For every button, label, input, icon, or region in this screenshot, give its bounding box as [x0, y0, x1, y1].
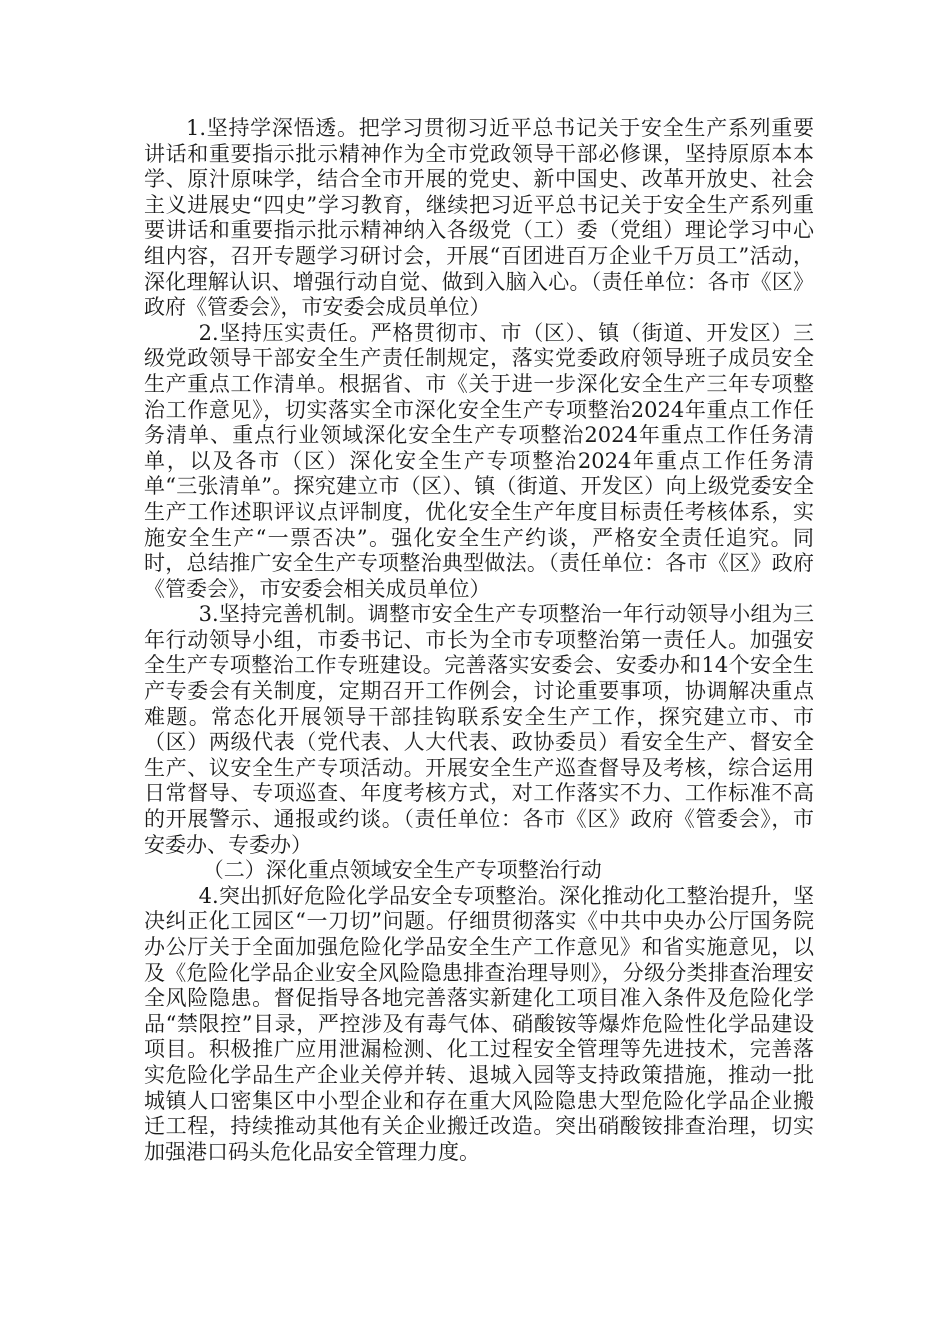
- document-body: [144, 116, 814, 1165]
- section-heading: （二）深化重点领域安全生产专项整治行动: [202, 858, 602, 883]
- paragraph-4: 4.突出抓好危险化学品安全专项整治。深化推动化工整治提升，坚决纠正化工园区“一刀切”问题。仔细贯彻落实《中共中央办公厅国务院办公厅关于全面加强危险化学品安全生产工作意见》和省实施意见，以及《危险化学品企业安全风险隐患排查治理导则》，分级分类排查治理安全风险隐患。督促指导各地完善落实新建化工项目准入条件及危险化学品“禁限控”目录，严控涉及有毒气体、硝酸铵等爆炸危险性化学品建设项目。积极推广应用泄漏检测、化工过程安全管理等先进技术，完善落实危险化学品生产企业关停并转、退城入园等支持政策措施，推动一批城镇人口密集区中小型企业和存在重大风险隐患大型危险化学品企业搬迁工程，持续推动其他有关企业搬迁改造。突出硝酸铵排查治理，切实加强港口码头危化品安全管理力度。: [144, 883, 814, 1164]
- paragraph-2: 2.坚持压实责任。严格贯彻市、市（区）、镇（街道、开发区）三级党政领导干部安全生产责任制规定，落实党委政府领导班子成员安全生产重点工作清单。根据省、市《关于进一步深化安全生产三年专项整治工作意见》，切实落实全市深化安全生产专项整治2024年重点工作任务清单、重点行业领域深化安全生产专项整治2024年重点工作任务清单，以及各市（区）深化安全生产专项整治2024年重点工作任务清单“三张清单”。探究建立市（区）、镇（街道、开发区）向上级党委安全生产工作述职评议点评制度，优化安全生产年度目标责任考核体系，实施安全生产“一票否决”。强化安全生产约谈，严格安全责任追究。同时，总结推广安全生产专项整治典型做法。（责任单位：各市《区》政府《管委会》，市安委会相关成员单位）: [144, 320, 814, 601]
- paragraph-1: 1.坚持学深悟透。把学习贯彻习近平总书记关于安全生产系列重要讲话和重要指示批示精神作为全市党政领导干部必修课，坚持原原本本学、原汁原味学，结合全市开展的党史、新中国史、改革开放史、社会主义进展史“四史”学习教育，继续把习近平总书记关于安全生产系列重要讲话和重要指示批示精神纳入各级党（工）委（党组）理论学习中心组内容，召开专题学习研讨会，开展“百团进百万企业千万员工”活动，深化理解认识、增强行动自觉、做到入脑入心。（责任单位：各市《区》政府《管委会》，市安委会成员单位）: [144, 116, 814, 320]
- paragraph-3: 3.坚持完善机制。调整市安全生产专项整治一年行动领导小组为三年行动领导小组，市委书记、市长为全市专项整治第一责任人。加强安全生产专项整治工作专班建设。完善落实安委会、安委办和14个安全生产专委会有关制度，定期召开工作例会，讨论重要事项，协调解决重点难题。常态化开展领导干部挂钩联系安全生产工作，探究建立市、市（区）两级代表（党代表、人大代表、政协委员）看安全生产、督安全生产、议安全生产专项活动。开展安全生产巡查督导及考核，综合运用日常督导、专项巡查、年度考核方式，对工作落实不力、工作标准不高的开展警示、通报或约谈。（责任单位：各市《区》政府《管委会》，市安委办、专委办）: [144, 602, 814, 857]
